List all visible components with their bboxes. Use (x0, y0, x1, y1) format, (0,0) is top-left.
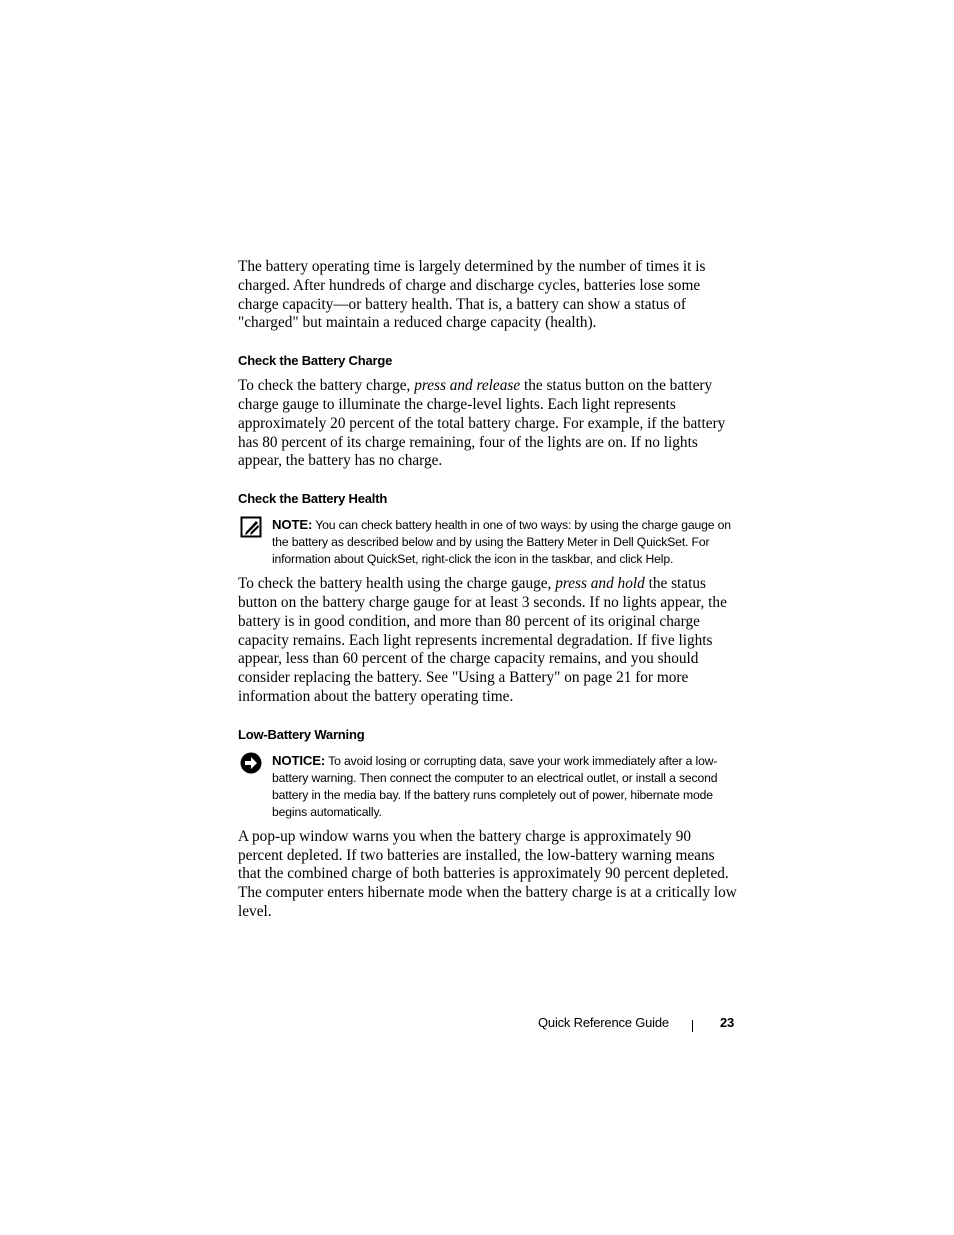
heading-low-battery: Low-Battery Warning (238, 726, 365, 742)
charge-text-end: the status button on the battery charge gauge to illuminate the charge-level lights. Each light represents approximately 20 percent of the total battery charge. For example, if the battery has 80 percent of its charge remaining, four of the lights are on. If no lights appear, the battery has no charge. (238, 377, 726, 470)
note-pencil-icon (240, 516, 262, 538)
note-text: You can check battery health in one of two ways: by using the charge gauge on the battery as described below and by using the Battery Meter in Dell QuickSet. For information about QuickSet, right-click the icon in the taskbar, and click (272, 518, 731, 567)
health-paragraph (238, 575, 738, 707)
note-label: NOTE: (272, 517, 313, 533)
note-text-end: . (670, 552, 674, 567)
notice-block (238, 752, 738, 821)
page-content (238, 258, 738, 922)
health-text-emphasis: press and hold (555, 575, 645, 593)
heading-check-charge: Check the Battery Charge (238, 353, 393, 369)
notice-text: To avoid losing or corrupting data, save your work immediately after a low-battery warning. Then connect the computer to an electrical outlet, or install a second battery in the media bay. If the battery runs completely out of power, hibernate mode begins automatically. (272, 753, 718, 819)
heading-check-health: Check the Battery Health (238, 491, 388, 507)
footer-guide-title: Quick Reference Guide (538, 1015, 669, 1030)
notice-arrow-icon (240, 752, 262, 774)
charge-text-emphasis: press and release (414, 377, 521, 395)
health-text-start: To check the battery health using the charge gauge, (238, 575, 556, 593)
note-block (238, 516, 738, 568)
health-text-end: the status button on the battery charge gauge for at least 3 seconds. If no lights appear, the battery is in good condition, and more than 80 percent of its original charge capacity remains. Each light represents incremental degradation. If five lights appear, less than 60 percent of the charge capacity remains, and you should consider replacing the battery. See "Using a Battery" on page 21 for more information about the battery operating time. (238, 575, 727, 705)
page-footer (538, 1015, 734, 1035)
page-number: 23 (719, 1015, 734, 1030)
warning-paragraph: A pop-up window warns you when the battery charge is approximately 90 percent depleted. If two batteries are installed, the low-battery warning means that the combined charge of both batteries is approximately 90 percent depleted. The computer enters hibernate mode when the battery charge is at a critically low level. (238, 827, 737, 920)
charge-text-start: To check the battery charge, (238, 377, 415, 395)
intro-paragraph: The battery operating time is largely determined by the number of times it is charged. After hundreds of charge and discharge cycles, batteries lose some charge capacity—or battery health. That is, a battery can show a status of "charged" but maintain a reduced charge capacity (health). (238, 258, 706, 332)
footer-separator (692, 1020, 693, 1032)
notice-label: NOTICE: (272, 752, 326, 768)
note-help-word: Help (645, 552, 670, 567)
charge-paragraph (238, 377, 738, 471)
